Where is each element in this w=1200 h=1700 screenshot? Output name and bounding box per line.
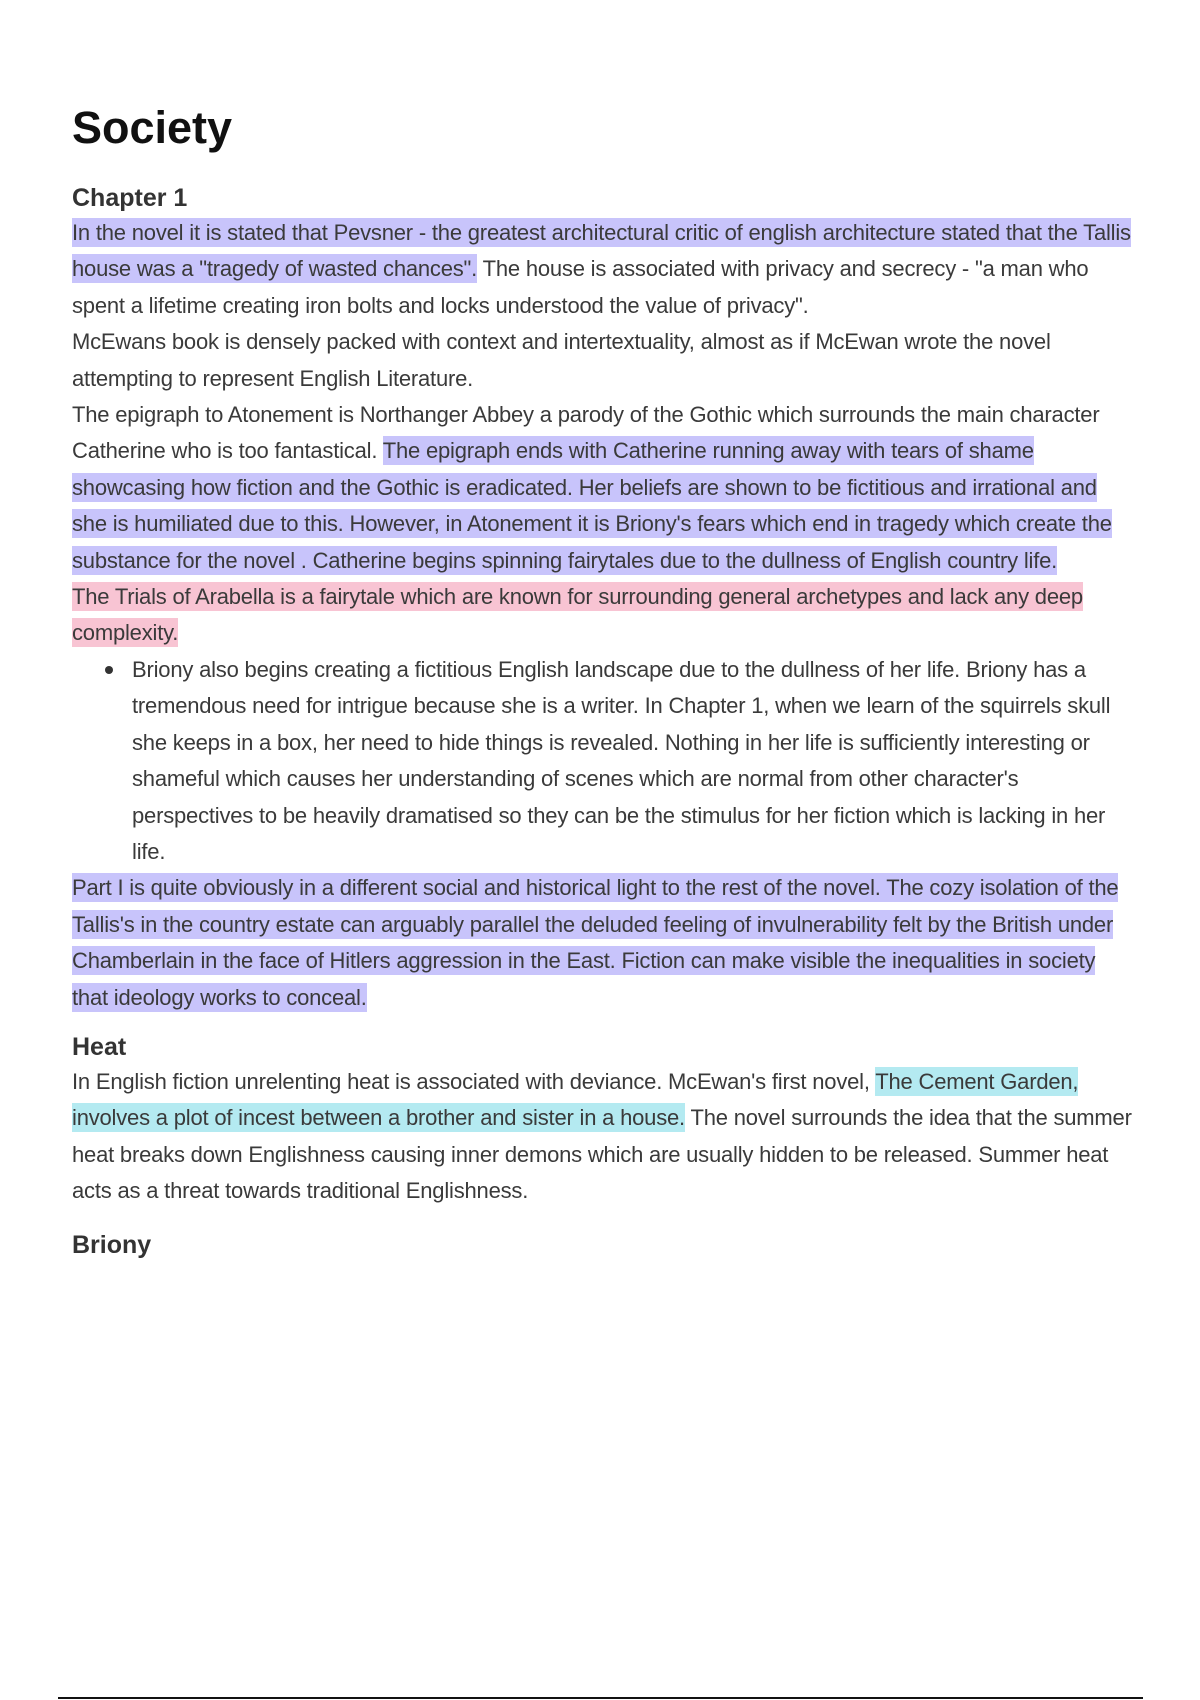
section-heading-chapter-1: Chapter 1 <box>72 184 188 212</box>
highlight-blue: In the novel it is stated that Pevsner - the greatest architectural critic of english architecture stated that the Tallis house was a "tragedy of wasted chances". <box>72 220 1131 282</box>
paragraph-text: The house is associated with privacy and secrecy - "a man who spent a lifetime creating iron bolts and locks understood the value of privacy". <box>72 256 1089 318</box>
paragraph-epigraph <box>72 397 1132 579</box>
paragraph-heat <box>72 1064 1132 1210</box>
bullet-list <box>72 652 1132 870</box>
page-title: Society <box>72 102 233 153</box>
paragraph-text: The epigraph to Atonement is Northanger Abbey a parody of the Gothic which surrounds the main character Catherine who is too fantastical. <box>72 402 1100 464</box>
paragraph-text: In English fiction unrelenting heat is associated with deviance. McEwan's first novel, <box>72 1068 876 1094</box>
footer-divider <box>58 1697 1143 1699</box>
highlight-blue: The epigraph ends with Catherine running away with tears of shame showcasing how fiction and the Gothic is eradicated. Her beliefs are shown to be fictitious and irrational and she is humiliated due to this. However, in Atonement it is Briony's fears which end in tragedy which create the substance for the novel . Catherine begins spinning fairytales due to the dullness of English country life. <box>72 438 1112 573</box>
highlight-cyan: The Cement Garden, involves a plot of incest between a brother and sister in a house. <box>72 1068 1079 1131</box>
bullet-icon <box>105 666 113 674</box>
section-heading-briony: Briony <box>72 1230 152 1259</box>
paragraph-intertextuality: McEwans book is densely packed with context and intertextuality, almost as if McEwan wrote the novel attempting to represent English Literature. <box>72 329 1051 391</box>
section-heading-heat: Heat <box>72 1032 127 1061</box>
paragraph-pevsner <box>72 215 1132 324</box>
document-page <box>72 100 1132 1262</box>
paragraph-arabella <box>72 579 1132 652</box>
paragraph-text: The novel surrounds the idea that the summer heat breaks down Englishness causing inner demons which are usually hidden to be released. Summer heat acts as a threat towards traditional Englishness. <box>72 1105 1132 1204</box>
list-item-text: Briony also begins creating a fictitious English landscape due to the dullness of her life. Briony has a tremendous need for intrigue because she is a writer. In Chapter 1, when we learn of the squirrels skull she keeps in a box, her need to hide things is revealed. Nothing in her life is sufficiently interesting or shameful which causes her understanding of scenes which are normal from other character's perspectives to be heavily dramatised so they can be the stimulus for her fiction which is lacking in her life. <box>132 656 1111 864</box>
highlight-pink: The Trials of Arabella is a fairytale which are known for surrounding general archetypes and lack any deep complexity. <box>72 584 1083 646</box>
highlight-blue: Part I is quite obviously in a different social and historical light to the rest of the novel. The cozy isolation of the Tallis's in the country estate can arguably parallel the deluded feeling of invulnerability felt by the British under Chamberlain in the face of Hitlers aggression in the East. Fiction can make visible the inequalities in society that ideology works to conceal. <box>72 875 1119 1010</box>
paragraph-part-one <box>72 870 1132 1016</box>
list-item <box>132 652 1132 870</box>
